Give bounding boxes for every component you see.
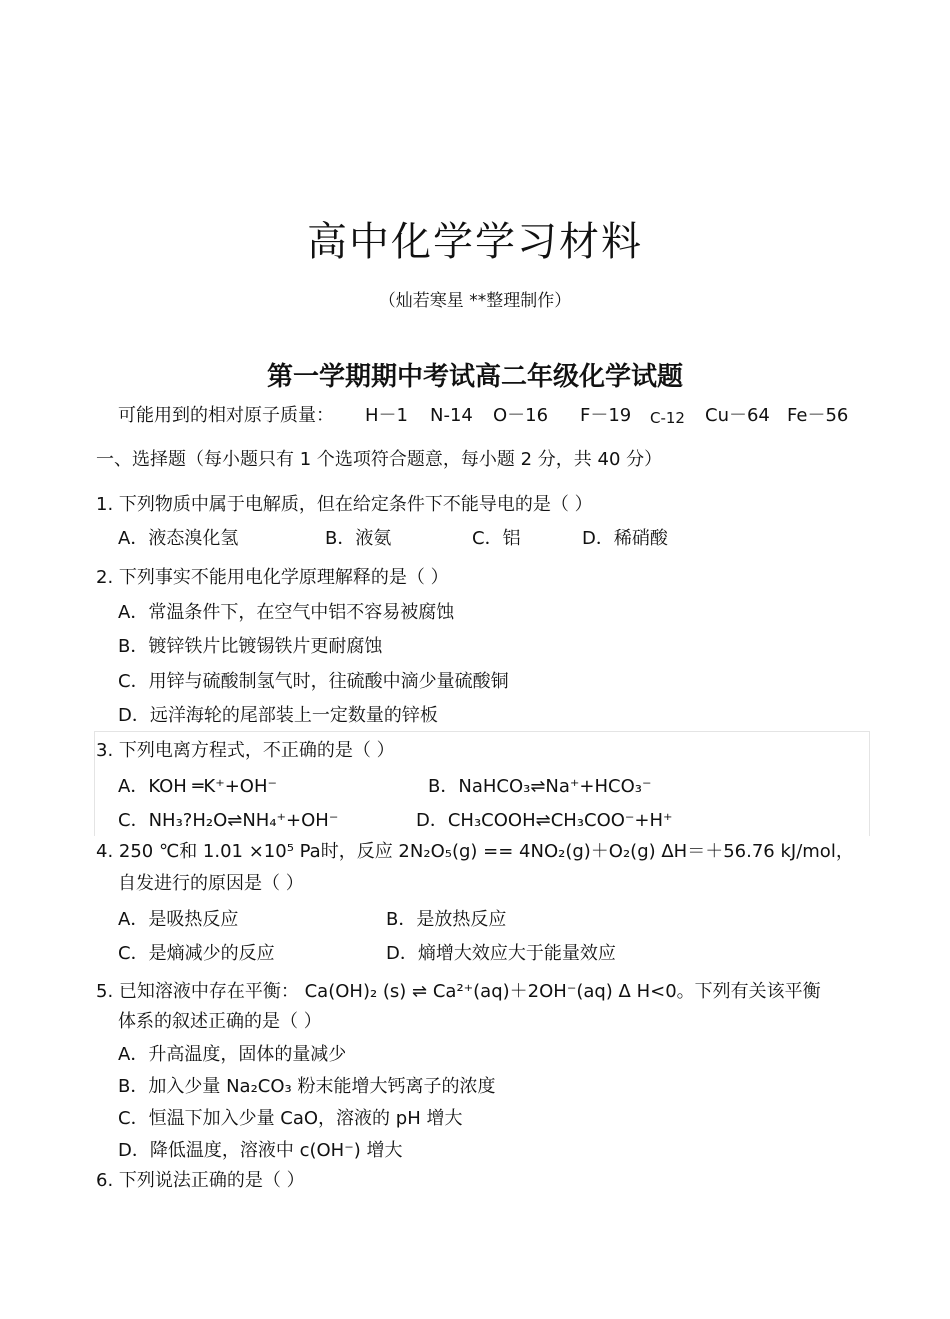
question-3-option-c: C．NH₃?H₂O⇌NH₄⁺+OH⁻ bbox=[118, 810, 339, 831]
question-1-option-c: C．铝 bbox=[472, 528, 521, 549]
question-4-option-b: B．是放热反应 bbox=[386, 909, 507, 930]
question-1-option-a: A．液态溴化氢 bbox=[118, 528, 239, 549]
question-3-option-a: A．KOH ═K⁺+OH⁻ bbox=[118, 776, 277, 797]
atomic-mass-n: N-14 bbox=[430, 405, 473, 426]
question-5-stem-continued: 体系的叙述正确的是（ ） bbox=[118, 1011, 322, 1032]
atomic-mass-h: H－1 bbox=[365, 405, 408, 426]
question-1-stem: 1. 下列物质中属于电解质，但在给定条件下不能导电的是（ ） bbox=[96, 494, 593, 515]
question-2-option-d: D．远洋海轮的尾部装上一定数量的锌板 bbox=[118, 705, 438, 726]
question-5-option-c: C．恒温下加入少量 CaO，溶液的 pH 增大 bbox=[118, 1108, 463, 1129]
atomic-mass-label: 可能用到的相对原子质量： bbox=[118, 405, 334, 426]
question-2-stem: 2. 下列事实不能用电化学原理解释的是（ ） bbox=[96, 567, 449, 588]
question-3-option-d: D．CH₃COOH⇌CH₃COO⁻+H⁺ bbox=[416, 810, 673, 831]
section-heading: 一、选择题（每小题只有 1 个选项符合题意，每小题 2 分，共 40 分） bbox=[96, 449, 663, 470]
question-2-option-a: A．常温条件下，在空气中铝不容易被腐蚀 bbox=[118, 602, 455, 623]
question-2-option-c: C．用锌与硫酸制氢气时，往硫酸中滴少量硫酸铜 bbox=[118, 671, 509, 692]
question-5-option-b: B．加入少量 Na₂CO₃ 粉末能增大钙离子的浓度 bbox=[118, 1076, 496, 1097]
question-4-stem: 4. 250 ℃和 1.01 ×10⁵ Pa时，反应 2N₂O₅(g) == 4NO₂(g)＋O₂(g) ΔH＝＋56.76 kJ/mol， bbox=[96, 841, 854, 862]
atomic-mass-cu: Cu－64 bbox=[705, 405, 770, 426]
question-3-stem: 3. 下列电离方程式，不正确的是（ ） bbox=[96, 740, 395, 761]
atomic-mass-c: C-12 bbox=[650, 409, 685, 427]
document-subtitle: （灿若寒星 **整理制作） bbox=[378, 291, 572, 311]
question-5-option-d: D．降低温度，溶液中 c(OH⁻) 增大 bbox=[118, 1140, 403, 1161]
question-1-option-b: B．液氨 bbox=[325, 528, 392, 549]
question-3-option-b: B．NaHCO₃⇌Na⁺+HCO₃⁻ bbox=[428, 776, 652, 797]
question-5-option-a: A．升高温度，固体的量减少 bbox=[118, 1044, 347, 1065]
question-5-stem: 5. 已知溶液中存在平衡： Ca(OH)₂ (s) ⇌ Ca²⁺(aq)＋2OH⁻(aq) Δ H<0。下列有关该平衡 bbox=[96, 981, 821, 1002]
question-4-option-d: D．熵增大效应大于能量效应 bbox=[386, 943, 616, 964]
atomic-mass-o: O－16 bbox=[493, 405, 549, 426]
question-1-option-d: D．稀硝酸 bbox=[582, 528, 668, 549]
question-4-option-a: A．是吸热反应 bbox=[118, 909, 239, 930]
atomic-mass-f: F－19 bbox=[580, 405, 632, 426]
exam-title: 第一学期期中考试高二年级化学试题 bbox=[266, 362, 683, 392]
document-title: 高中化学学习材料 bbox=[307, 219, 643, 265]
question-2-option-b: B．镀锌铁片比镀锡铁片更耐腐蚀 bbox=[118, 636, 383, 657]
atomic-mass-fe: Fe－56 bbox=[787, 405, 849, 426]
question-6-stem: 6. 下列说法正确的是（ ） bbox=[96, 1170, 305, 1191]
question-4-stem-continued: 自发进行的原因是（ ） bbox=[118, 873, 304, 894]
question-4-option-c: C．是熵减少的反应 bbox=[118, 943, 275, 964]
